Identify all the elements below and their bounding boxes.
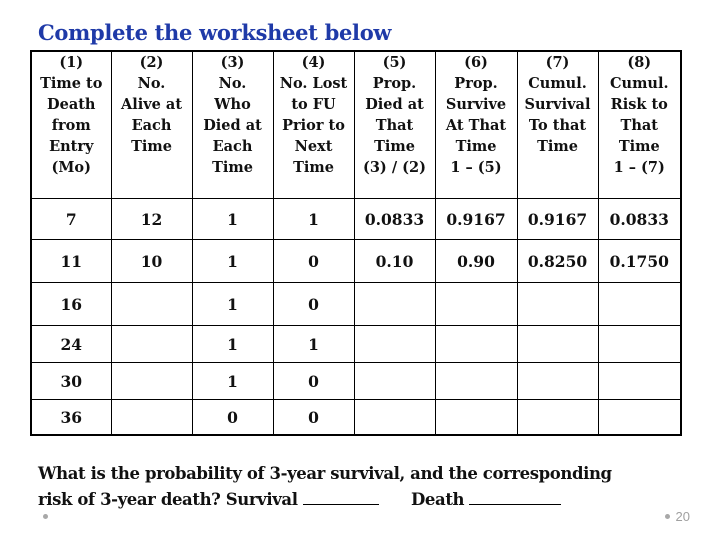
column-header bbox=[517, 51, 598, 199]
bullet-dot-right-icon bbox=[665, 514, 670, 519]
column-header-line: No. bbox=[137, 75, 166, 92]
column-header-line: (7) bbox=[545, 54, 570, 71]
table-row bbox=[31, 199, 681, 240]
column-header-line: Risk to bbox=[610, 96, 668, 113]
table-cell: 12 bbox=[111, 199, 192, 240]
table-cell[interactable] bbox=[111, 326, 192, 363]
table-cell: 0 bbox=[273, 283, 354, 326]
column-header-line: (4) bbox=[301, 54, 326, 71]
column-header-line: (1) bbox=[59, 54, 84, 71]
column-header-line: Prop. bbox=[372, 75, 417, 92]
column-header-line: Died at bbox=[365, 96, 424, 113]
column-header-line: to FU bbox=[291, 96, 336, 113]
column-header-line: Time bbox=[212, 159, 253, 176]
table-cell[interactable] bbox=[435, 363, 517, 400]
death-answer-blank[interactable] bbox=[469, 486, 561, 505]
column-header-line: Survive bbox=[445, 96, 507, 113]
table-row bbox=[31, 326, 681, 363]
column-header-line: Next bbox=[294, 138, 333, 155]
column-header bbox=[111, 51, 192, 199]
column-header-line: (6) bbox=[464, 54, 488, 71]
column-header-line: Who bbox=[214, 96, 251, 113]
table-cell[interactable] bbox=[517, 400, 598, 436]
column-header-line: 1 – (5) bbox=[450, 159, 502, 176]
table-cell: 0.9167 bbox=[517, 199, 598, 240]
slide-title: Complete the worksheet below bbox=[38, 20, 392, 45]
column-header-line: 1 – (7) bbox=[613, 159, 665, 176]
table-cell: 1 bbox=[192, 199, 273, 240]
column-header-line: Prop. bbox=[454, 75, 498, 92]
column-header-line: Death bbox=[47, 96, 96, 113]
table-cell[interactable] bbox=[517, 283, 598, 326]
column-header-line: Cumul. bbox=[528, 75, 587, 92]
column-header-line: That bbox=[375, 117, 414, 134]
table-cell[interactable] bbox=[354, 363, 435, 400]
question-text bbox=[38, 462, 612, 512]
table-cell: 0 bbox=[273, 240, 354, 283]
column-header-line: Each bbox=[212, 138, 253, 155]
table-cell: 1 bbox=[273, 199, 354, 240]
column-header-line: Time bbox=[537, 138, 578, 155]
table-cell: 24 bbox=[31, 326, 111, 363]
table-cell: 1 bbox=[192, 283, 273, 326]
column-header-line: (8) bbox=[627, 54, 652, 71]
column-header-line: (2) bbox=[139, 54, 164, 71]
column-header-line: Prior to bbox=[282, 117, 345, 134]
column-header-line: Time bbox=[374, 138, 415, 155]
table-cell: 0.0833 bbox=[354, 199, 435, 240]
table-row bbox=[31, 283, 681, 326]
column-header-line: No. Lost bbox=[279, 75, 348, 92]
table-row bbox=[31, 240, 681, 283]
column-header-line: To that bbox=[528, 117, 587, 134]
table-cell: 1 bbox=[192, 363, 273, 400]
table-cell: 0 bbox=[273, 363, 354, 400]
table-cell: 0 bbox=[273, 400, 354, 436]
question-death-label: Death bbox=[411, 490, 470, 509]
page-number: 20 bbox=[675, 509, 690, 524]
table-cell[interactable] bbox=[354, 283, 435, 326]
column-header-line: Entry bbox=[49, 138, 94, 155]
table-cell: 16 bbox=[31, 283, 111, 326]
table-header-row bbox=[31, 51, 681, 199]
table-cell: 7 bbox=[31, 199, 111, 240]
table-cell: 30 bbox=[31, 363, 111, 400]
column-header bbox=[354, 51, 435, 199]
table-row bbox=[31, 363, 681, 400]
column-header-line: (3) / (2) bbox=[362, 159, 426, 176]
table-cell[interactable] bbox=[111, 283, 192, 326]
table-row bbox=[31, 400, 681, 436]
table-cell: 36 bbox=[31, 400, 111, 436]
column-header bbox=[192, 51, 273, 199]
worksheet-table bbox=[30, 50, 682, 436]
table-cell[interactable] bbox=[517, 326, 598, 363]
table-cell[interactable] bbox=[598, 363, 681, 400]
table-cell[interactable] bbox=[435, 283, 517, 326]
column-header-line: That bbox=[620, 117, 658, 134]
table-cell[interactable] bbox=[354, 400, 435, 436]
column-header bbox=[273, 51, 354, 199]
table-cell[interactable] bbox=[598, 326, 681, 363]
table-cell: 1 bbox=[273, 326, 354, 363]
column-header-line: (Mo) bbox=[51, 159, 91, 176]
table-cell[interactable] bbox=[435, 400, 517, 436]
column-header-line: Time bbox=[618, 138, 660, 155]
column-header-line: No. bbox=[218, 75, 247, 92]
column-header-line: Time bbox=[455, 138, 497, 155]
column-header-line: Time bbox=[293, 159, 334, 176]
column-header bbox=[598, 51, 681, 199]
column-header-line: (3) bbox=[220, 54, 245, 71]
question-survival-prefix: risk of 3-year death? Survival bbox=[38, 490, 303, 509]
bullet-dot-left-icon bbox=[43, 514, 48, 519]
table-cell: 0 bbox=[192, 400, 273, 436]
column-header-line: At That bbox=[445, 117, 507, 134]
table-cell: 0.8250 bbox=[517, 240, 598, 283]
table-cell: 1 bbox=[192, 326, 273, 363]
column-header-line: Time bbox=[131, 138, 172, 155]
question-line-2 bbox=[38, 486, 612, 512]
survival-answer-blank[interactable] bbox=[303, 486, 379, 505]
question-line-1: What is the probability of 3-year survival, and the corresponding bbox=[38, 464, 612, 483]
column-header-line: Died at bbox=[203, 117, 262, 134]
table-cell: 1 bbox=[192, 240, 273, 283]
column-header-line: Survival bbox=[524, 96, 591, 113]
table-cell[interactable] bbox=[111, 363, 192, 400]
column-header bbox=[435, 51, 517, 199]
column-header-line: Alive at bbox=[120, 96, 183, 113]
column-header-line: Each bbox=[131, 117, 172, 134]
column-header-line: Cumul. bbox=[609, 75, 669, 92]
table-cell[interactable] bbox=[598, 400, 681, 436]
column-header-line: from bbox=[51, 117, 91, 134]
table-cell: 11 bbox=[31, 240, 111, 283]
column-header-line: (5) bbox=[382, 54, 407, 71]
table-cell[interactable] bbox=[517, 363, 598, 400]
column-header-line: Time to bbox=[40, 75, 103, 92]
table-cell[interactable] bbox=[598, 283, 681, 326]
table-cell: 0.9167 bbox=[435, 199, 517, 240]
table-cell: 0.10 bbox=[354, 240, 435, 283]
table-cell: 0.90 bbox=[435, 240, 517, 283]
table-cell: 0.0833 bbox=[598, 199, 681, 240]
table-cell[interactable] bbox=[435, 326, 517, 363]
table-cell[interactable] bbox=[354, 326, 435, 363]
table-cell: 10 bbox=[111, 240, 192, 283]
table-cell[interactable] bbox=[111, 400, 192, 436]
column-header bbox=[31, 51, 111, 199]
table-cell: 0.1750 bbox=[598, 240, 681, 283]
